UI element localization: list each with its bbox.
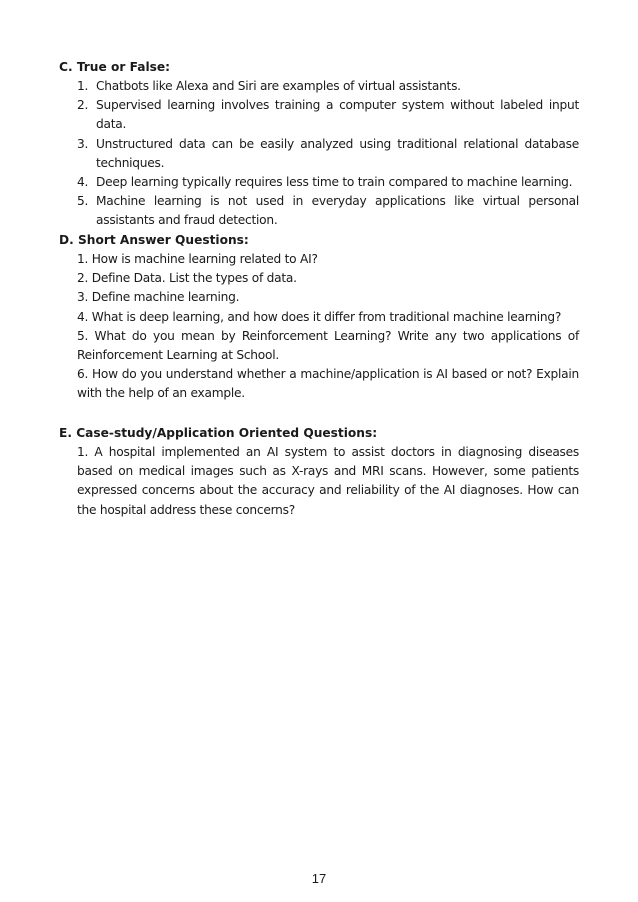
- short-answer-section: [59, 231, 579, 404]
- list-item: [59, 96, 579, 134]
- list-item-number: 4.: [77, 175, 89, 190]
- question-item: 2. Define Data. List the types of data.: [77, 271, 297, 286]
- question-item: 1. How is machine learning related to AI?: [77, 252, 318, 266]
- list-item: [59, 192, 579, 230]
- list-item-number: 3.: [77, 136, 89, 151]
- short-answer-heading: D. Short Answer Questions:: [59, 233, 249, 247]
- list-item-text: Supervised learning involves training a computer system without labeled input data.: [96, 98, 579, 132]
- true-false-heading: C. True or False:: [59, 60, 171, 74]
- list-item-number: 5.: [77, 194, 89, 209]
- question-item: 1. A hospital implemented an AI system to assist doctors in diagnosing diseases based on medical images such as X-rays and MRI scans. However, some patients expressed concerns about the accuracy and reliability of the AI diagnoses. How can the hospital address these concerns?: [77, 445, 579, 517]
- list-item-text: Unstructured data can be easily analyzed using traditional relational database techniques.: [96, 136, 579, 170]
- question-item: 6. How do you understand whether a machine/application is AI based or not? Explain with the help of an example.: [77, 367, 579, 401]
- page-number: 17: [311, 871, 327, 886]
- list-item-text: Machine learning is not used in everyday applications like virtual personal assistants and fraud detection.: [96, 194, 579, 228]
- list-item-text: Chatbots like Alexa and Siri are examples of virtual assistants.: [96, 79, 461, 93]
- list-item-number: 1.: [77, 79, 89, 93]
- true-false-section: [59, 58, 579, 231]
- question-item: 3. Define machine learning.: [77, 290, 240, 305]
- question-item: 5. What do you mean by Reinforcement Learning? Write any two applications of Reinforcement Learning at School.: [77, 328, 579, 363]
- list-item-number: 2.: [77, 98, 89, 113]
- list-item-text: Deep learning typically requires less time to train compared to machine learning.: [96, 175, 573, 190]
- list-item: [59, 77, 579, 96]
- case-study-section: [59, 424, 579, 520]
- list-item: [59, 173, 579, 192]
- list-item: [59, 135, 579, 173]
- true-false-list: [59, 77, 579, 231]
- question-item: 4. What is deep learning, and how does it differ from traditional machine learning?: [77, 309, 562, 324]
- case-study-heading: E. Case-study/Application Oriented Questions:: [59, 426, 378, 440]
